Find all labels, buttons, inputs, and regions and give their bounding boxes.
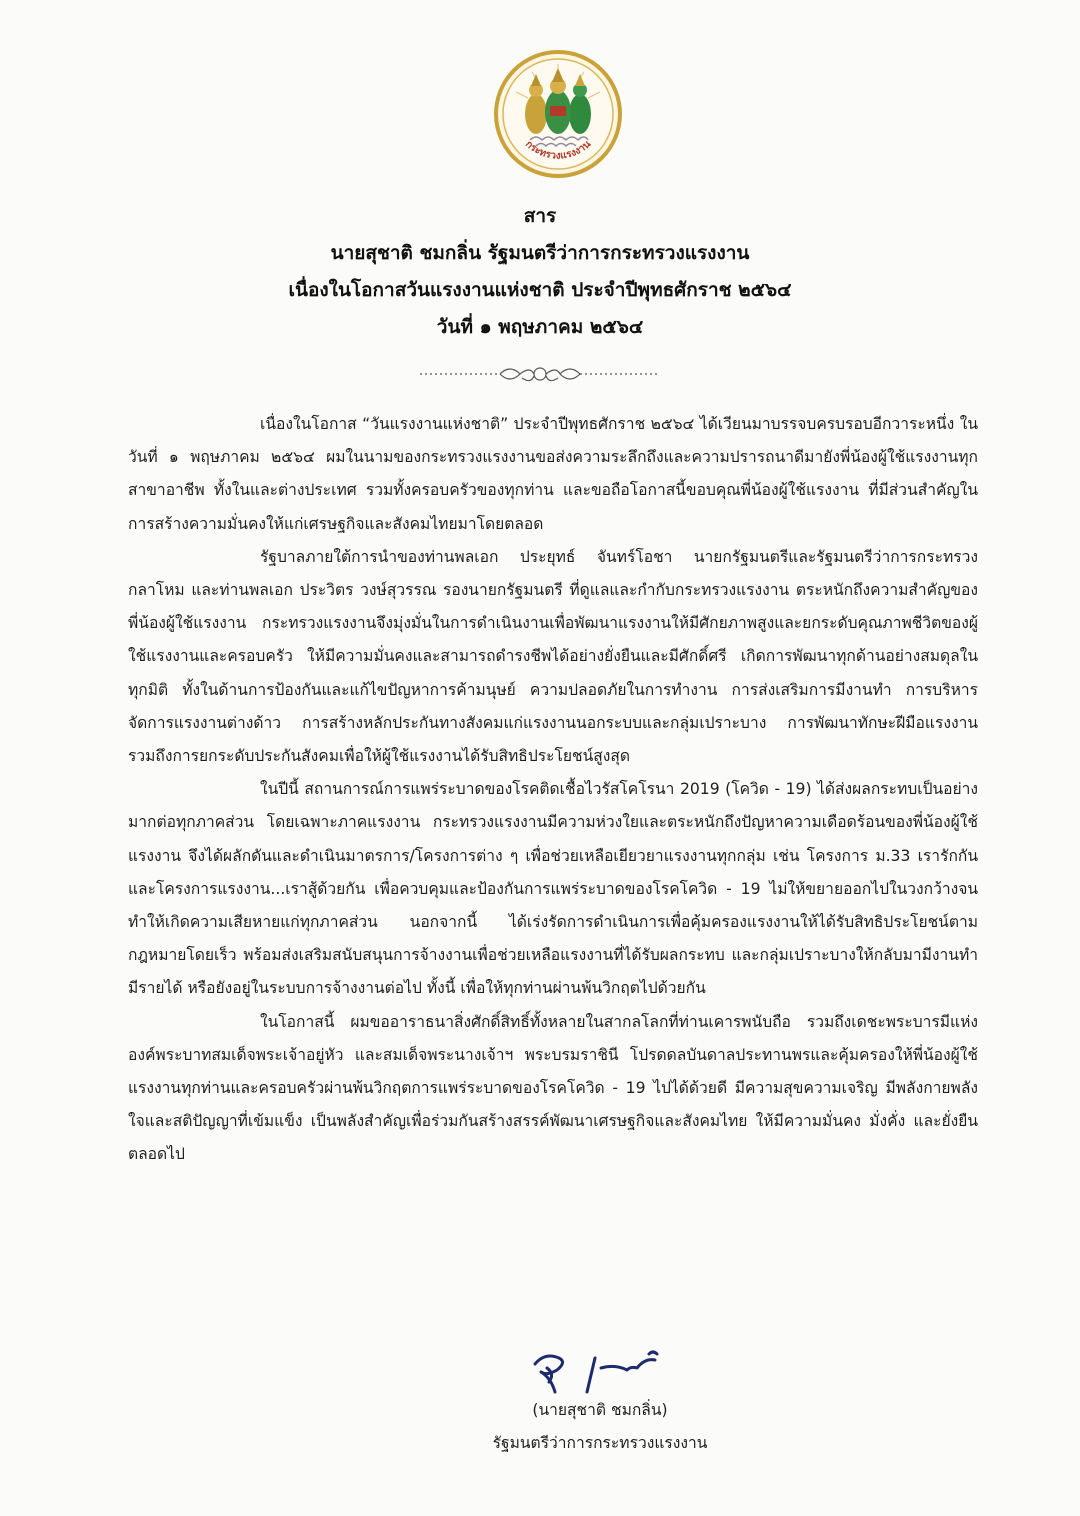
signer-name: (นายสุชาติ ชมกลิ่น): [532, 1401, 668, 1419]
letter-body: [128, 408, 978, 1172]
body-paragraph-2: รัฐบาลภายใต้การนำของท่านพลเอก ประยุทธ์ จันทร์โอชา นายกรัฐมนตรีและรัฐมนตรีว่าการกระทรวงกลาโหม และท่านพลเอก ประวิตร วงษ์สุวรรณ รองนายกรัฐมนตรี ที่ดูแลและกำกับกระทรวงแรงงาน ตระหนักถึงความสำคัญของพี่น้องผู้ใช้แรงงาน กระทรวงแรงงานจึงมุ่งมั่นในการดำเนินงานเพื่อพัฒนาแรงงานให้มีศักยภาพสูงและยกระดับคุณภาพชีวิตของผู้ใช้แรงงานและครอบครัว ให้มีความมั่นคงและสามารถดำรงชีพได้อย่างยั่งยืนและมีศักดิ์ศรี เกิดการพัฒนาทุกด้านอย่างสมดุลในทุกมิติ ทั้งในด้านการป้องกันและแก้ไขปัญหาการค้ามนุษย์ ความปลอดภัยในการทำงาน การส่งเสริมการมีงานทำ การบริหารจัดการแรงงานต่างด้าว การสร้างหลักประกันทางสังคมแก่แรงงานนอกระบบและกลุ่มเปราะบาง การพัฒนาทักษะฝีมือแรงงาน รวมถึงการยกระดับประกันสังคมเพื่อให้ผู้ใช้แรงงานได้รับสิทธิประโยชน์สูงสุด: [128, 547, 978, 766]
svg-text:กระทรวงแรงงาน: กระทรวงแรงงาน: [522, 138, 594, 162]
heading-occasion: เนื่องในโอกาสวันแรงงานแห่งชาติ ประจำปีพุทธศักราช ๒๕๖๔: [288, 279, 792, 301]
ornamental-divider-icon: [410, 362, 670, 386]
heading-date: วันที่ ๑ พฤษภาคม ๒๕๖๔: [436, 316, 644, 338]
letter-heading: [0, 198, 1080, 346]
signer-block: [440, 1394, 760, 1460]
handwritten-signature-icon: [525, 1346, 670, 1396]
body-paragraph-4: ในโอกาสนี้ ผมขออาราธนาสิ่งศักดิ์สิทธิ์ทั้งหลายในสากลโลกที่ท่านเคารพนับถือ รวมถึงเดชะพระบารมีแห่งองค์พระบาทสมเด็จพระเจ้าอยู่หัว และสมเด็จพระนางเจ้าฯ พระบรมราชินี โปรดดลบันดาลประทานพรและคุ้มครองให้พี่น้องผู้ใช้แรงงานทุกท่านและครอบครัวผ่านพ้นวิกฤตการแพร่ระบาดของโรคโควิด - 19 ไปได้ด้วยดี มีความสุขความเจริญ มีพลังกายพลังใจและสติปัญญาที่เข้มแข็ง เป็นพลังสำคัญเพื่อร่วมกันสร้างสรรค์พัฒนาเศรษฐกิจและสังคมไทย ให้มีความมั่นคง มั่งคั่ง และยั่งยืนตลอดไป: [128, 1012, 978, 1164]
heading-title: สาร: [523, 205, 557, 227]
ministry-of-labour-seal-icon: [492, 48, 624, 180]
body-paragraph-3: ในปีนี้ สถานการณ์การแพร่ระบาดของโรคติดเชื้อไวรัสโคโรนา 2019 (โควิด - 19) ได้ส่งผลกระทบเป็นอย่างมากต่อทุกภาคส่วน โดยเฉพาะภาคแรงงาน กระทรวงแรงงานมีความห่วงใยและตระหนักถึงปัญหาความเดือดร้อนของพี่น้องผู้ใช้แรงงาน จึงได้ผลักดันและดำเนินมาตรการ/โครงการต่าง ๆ เพื่อช่วยเหลือเยียวยาแรงงานทุกกลุ่ม เช่น โครงการ ม.33 เรารักกัน และโครงการแรงงาน...เราสู้ด้วยกัน เพื่อควบคุมและป้องกันการแพร่ระบาดของโรคโควิด - 19 ไม่ให้ขยายออกไปในวงกว้างจนทำให้เกิดความเสียหายแก่ทุกภาคส่วน นอกจากนี้ ได้เร่งรัดการดำเนินการเพื่อคุ้มครองแรงงานให้ได้รับสิทธิประโยชน์ตามกฎหมายโดยเร็ว พร้อมส่งเสริมสนับสนุนการจ้างงานเพื่อช่วยเหลือแรงงานที่ได้รับผลกระทบ และกลุ่มเปราะบางให้กลับมามีงานทำมีรายได้ หรือยังอยู่ในระบบการจ้างงานต่อไป ทั้งนี้ เพื่อให้ทุกท่านผ่านพ้นวิกฤตไปด้วยกัน: [128, 780, 978, 998]
body-paragraph-1: เนื่องในโอกาส “วันแรงงานแห่งชาติ” ประจำปีพุทธศักราช ๒๕๖๔ ได้เวียนมาบรรจบครบรอบอีกวาระหนึ่ง ในวันที่ ๑ พฤษภาคม ๒๕๖๔ ผมในนามของกระทรวงแรงงานขอส่งความระลึกถึงและความปรารถนาดีมายังพี่น้องผู้ใช้แรงงานทุกสาขาอาชีพ ทั้งในและต่างประเทศ รวมทั้งครอบครัวของทุกท่าน และขอถือโอกาสนี้ขอบคุณพี่น้องผู้ใช้แรงงาน ที่มีส่วนสำคัญในการสร้างความมั่นคงให้แก่เศรษฐกิจและสังคมไทยมาโดยตลอด: [128, 415, 978, 533]
heading-sender: นายสุชาติ ชมกลิ่น รัฐมนตรีว่าการกระทรวงแรงงาน: [330, 242, 750, 264]
signer-position: รัฐมนตรีว่าการกระทรวงแรงงาน: [492, 1434, 708, 1452]
